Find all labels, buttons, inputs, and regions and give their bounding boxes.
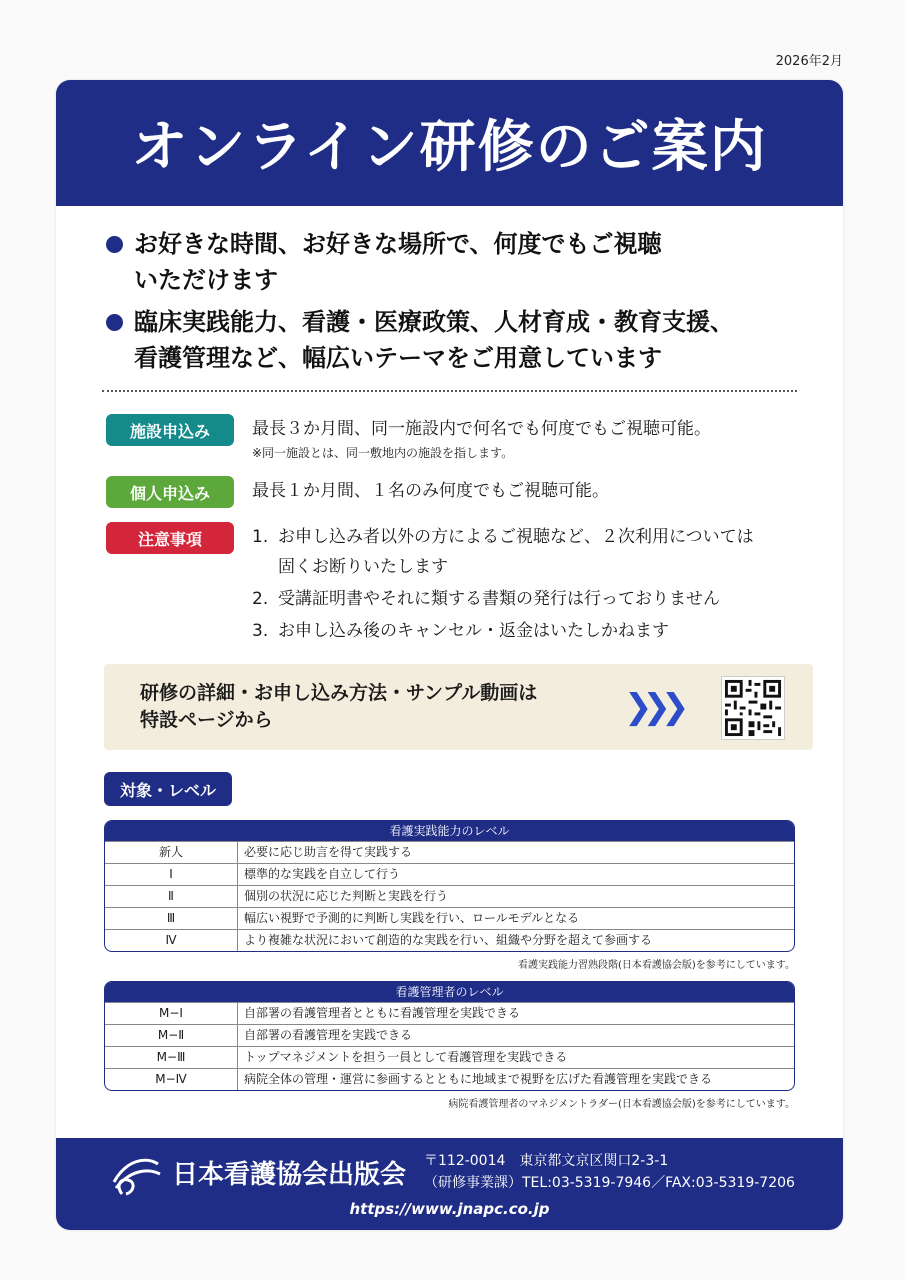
table-row: M−Ⅱ 自部署の看護管理を実践できる (105, 1024, 794, 1046)
bullet-dot-icon (106, 236, 123, 253)
facility-plan (106, 414, 843, 462)
table-row: Ⅲ 幅広い視野で予測的に判断し実践を行い、ロールモデルとなる (105, 907, 794, 929)
publisher-address: 〒112-0014 東京都文京区関口2-3-1 （研修事業課）TEL:03-5319-7946／FAX:03-5319-7206 (424, 1153, 795, 1191)
chevron-right-icon: ❯❯❯ (624, 687, 680, 727)
individual-text: 最長１か月間、１名のみ何度でもご視聴可能。 (252, 481, 609, 501)
caution-badge: 注意事項 (106, 522, 234, 554)
website-link[interactable]: https://www.jnapc.co.jp (349, 1200, 550, 1218)
flyer-card (56, 80, 843, 1230)
feature-bullet: 臨床実践能力、看護・医療政策、人材育成・教育支援、 看護管理など、幅広いテーマをご用意しています (106, 304, 795, 376)
table-row: Ⅰ 標準的な実践を自立して行う (105, 863, 794, 885)
table-row: Ⅳ より複雑な状況において創造的な実践を行い、組織や分野を超えて参画する (105, 929, 794, 951)
info-line: 特設ページから (140, 709, 273, 731)
level-heading-badge: 対象・レベル (104, 772, 232, 806)
issue-date: 2026年2月 (775, 54, 843, 69)
table-source-note: 看護実践能力習熟段階(日本看護協会版)を参考にしています。 (517, 960, 795, 971)
caution-list (252, 522, 754, 646)
publisher-name: 日本看護協会出版会 (172, 1160, 407, 1190)
publisher-logo-icon (106, 1152, 164, 1198)
title-banner (56, 80, 843, 206)
info-line: 研修の詳細・お申し込み方法・サンプル動画は (140, 682, 538, 704)
practice-level-table (104, 820, 795, 952)
details-link-box[interactable] (104, 664, 813, 750)
feature-bullet: お好きな時間、お好きな場所で、何度でもご視聴 いただけます (106, 226, 795, 298)
facility-text: 最長３か月間、同一施設内で何名でも何度でもご視聴可能。 (252, 419, 711, 439)
individual-badge: 個人申込み (106, 476, 234, 508)
caution-item: 2. 受講証明書やそれに類する書類の発行は行っておりません (252, 589, 720, 609)
facility-note: ※同一施設とは、同一敷地内の施設を指します。 (252, 446, 514, 460)
individual-plan (106, 476, 843, 508)
caution-section (106, 522, 843, 648)
plan-section (56, 392, 843, 648)
table-row: M−Ⅲ トップマネジメントを担う一員として看護管理を実践できる (105, 1046, 794, 1068)
practice-level-table-section (104, 820, 795, 971)
caution-item: 3. お申し込み後のキャンセル・返金はいたしかねます (252, 621, 669, 641)
page-title: オンライン研修のご案内 (131, 115, 768, 180)
table-row: M−Ⅳ 病院全体の管理・運営に参画するとともに地域まで視野を広げた看護管理を実践できる (105, 1068, 794, 1090)
table-row: Ⅱ 個別の状況に応じた判断と実践を行う (105, 885, 794, 907)
bullet-dot-icon (106, 314, 123, 331)
manager-level-table (104, 981, 795, 1091)
table-title: 看護管理者のレベル (105, 982, 794, 1002)
qr-code-icon[interactable] (721, 676, 785, 740)
manager-level-table-section (104, 981, 795, 1110)
publisher-footer (56, 1138, 843, 1230)
caution-item: 1. お申し込み者以外の方によるご視聴など、２次利用については 固くお断りいたします (252, 527, 754, 577)
table-row: M−Ⅰ 自部署の看護管理者とともに看護管理を実践できる (105, 1002, 794, 1024)
table-row: 新人 必要に応じ助言を得て実践する (105, 841, 794, 863)
table-title: 看護実践能力のレベル (105, 821, 794, 841)
feature-bullets (56, 206, 843, 376)
table-source-note: 病院看護管理者のマネジメントラダー(日本看護協会版)を参考にしています。 (448, 1099, 795, 1110)
facility-badge: 施設申込み (106, 414, 234, 446)
